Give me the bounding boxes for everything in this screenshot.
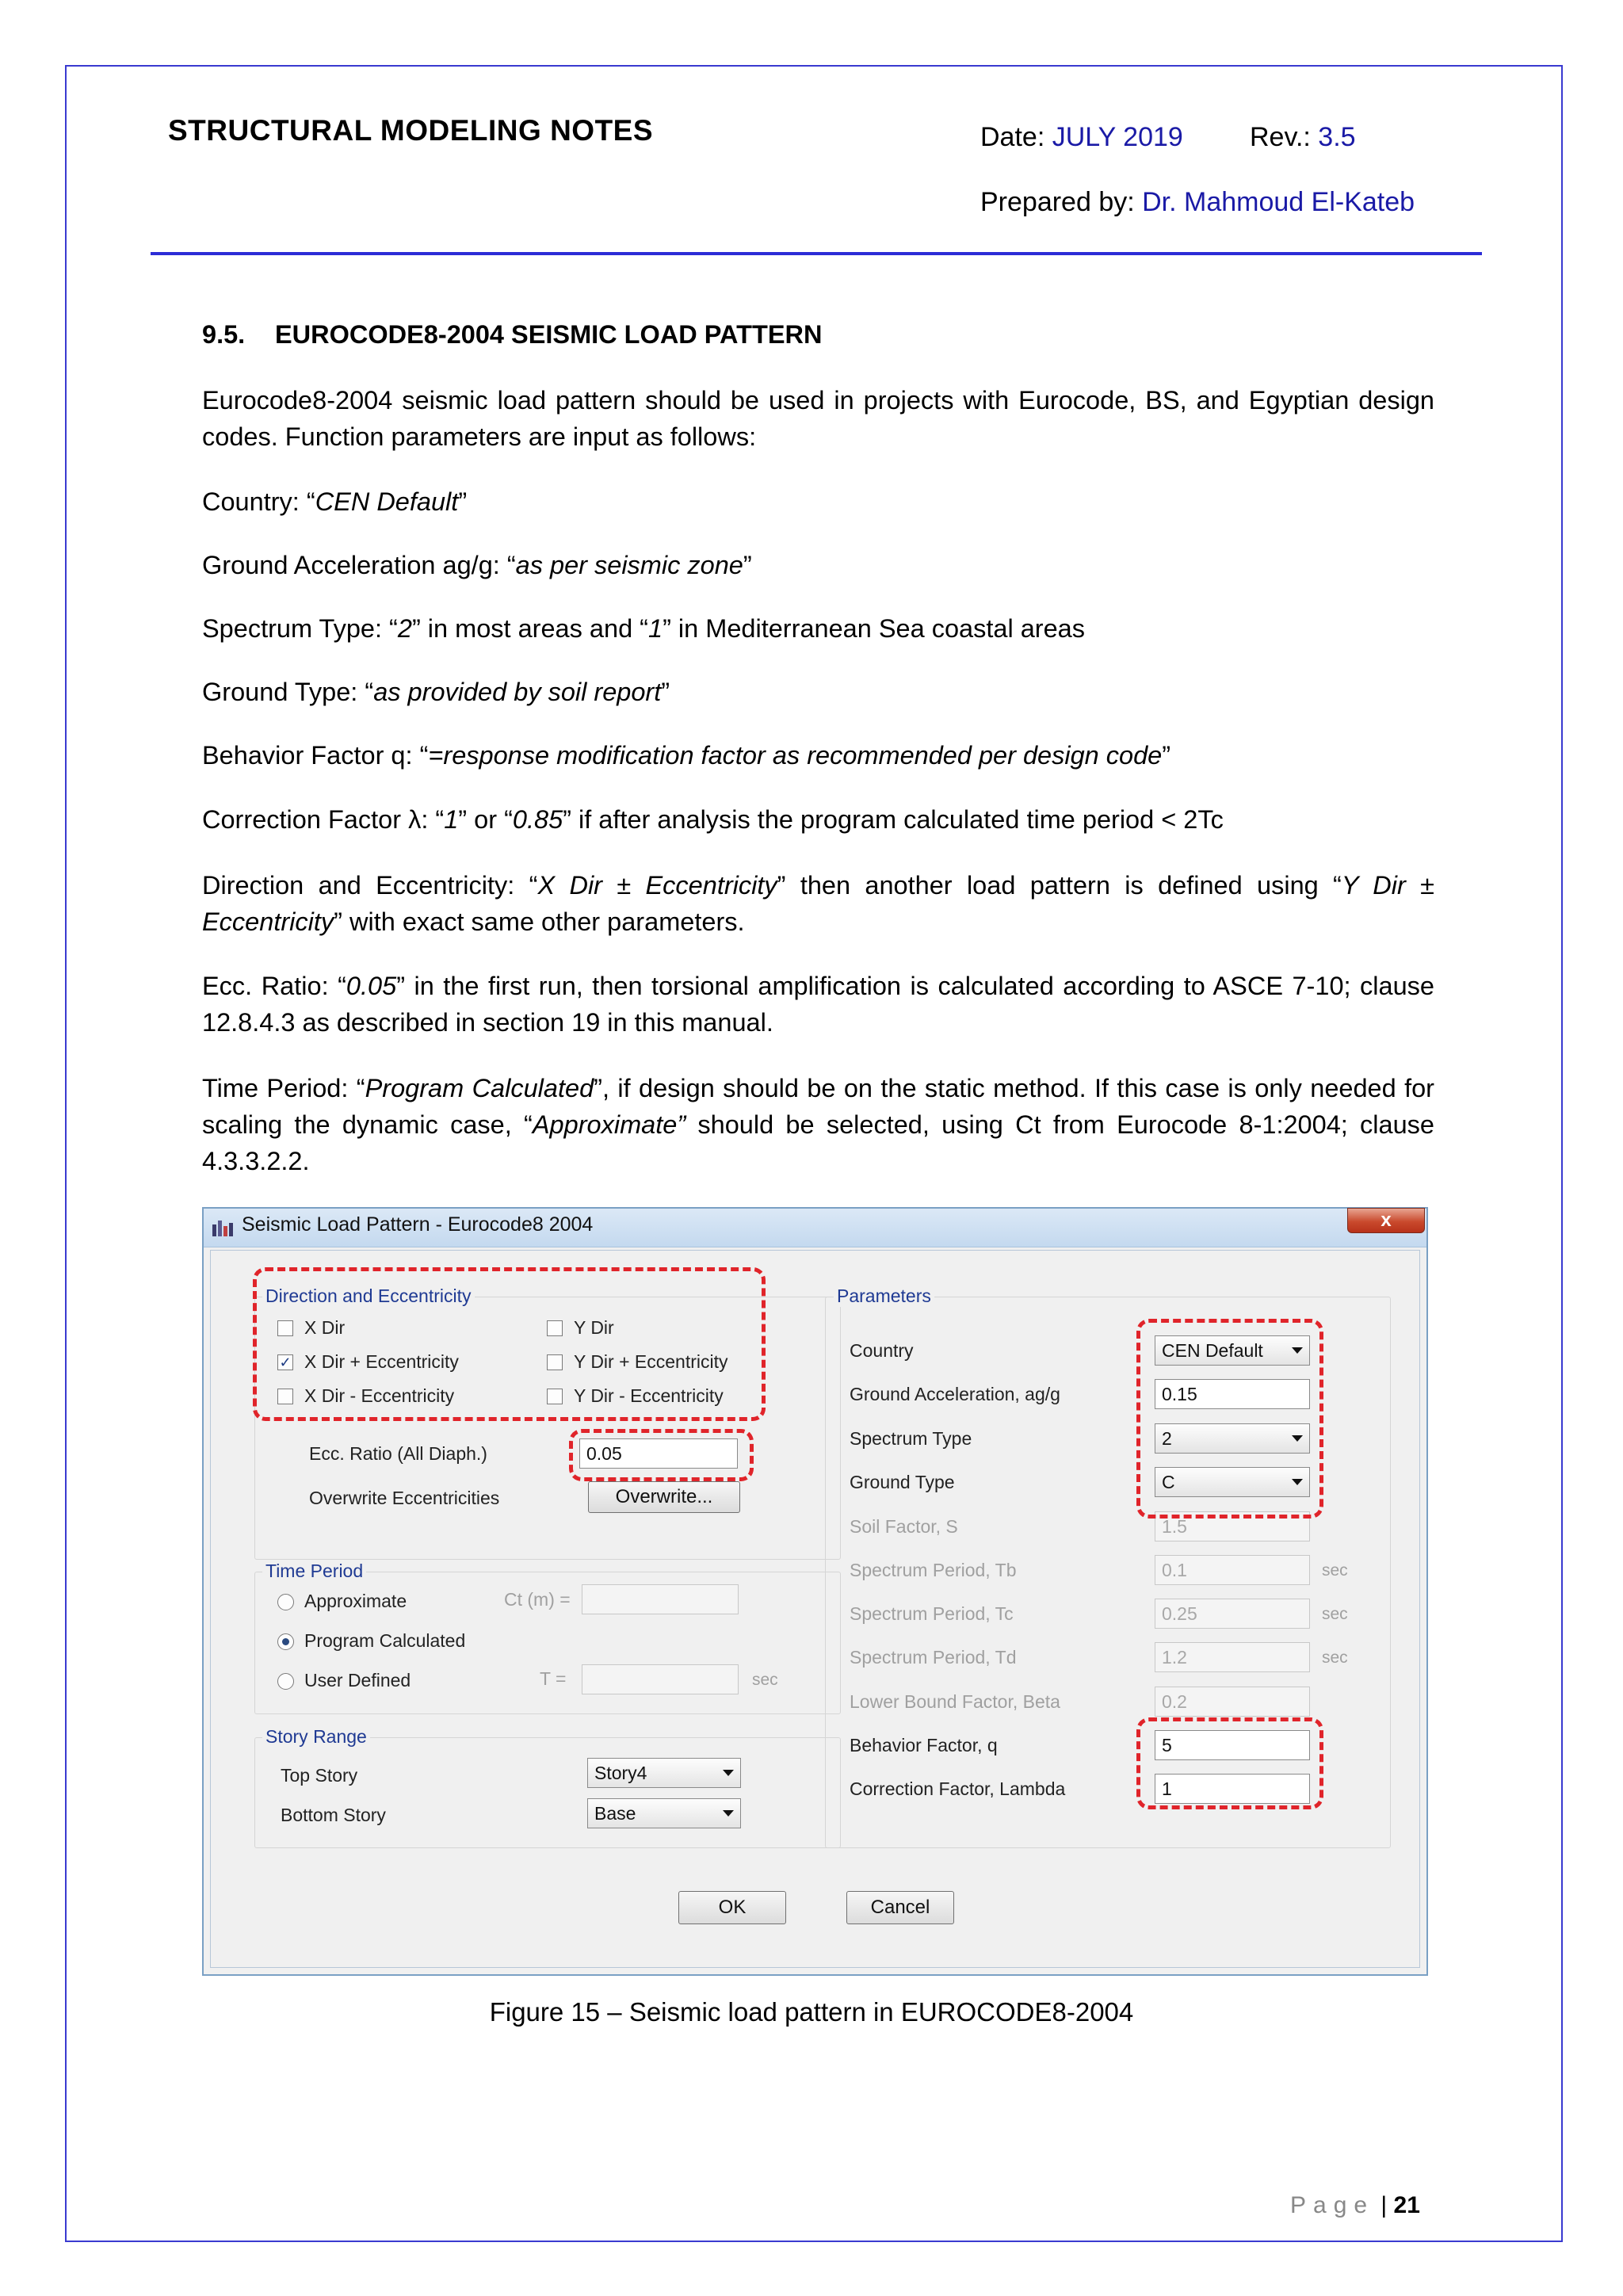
cancel-button[interactable]: Cancel — [846, 1891, 954, 1924]
tb-label: Spectrum Period, Tb — [850, 1560, 1017, 1580]
tc-label: Spectrum Period, Tc — [850, 1603, 1014, 1624]
parameters-group-label: Parameters — [834, 1286, 934, 1307]
country-select[interactable]: CEN Default — [1155, 1335, 1310, 1366]
seismic-load-pattern-dialog — [202, 1207, 1428, 1976]
highlight-direction — [253, 1267, 766, 1421]
intro-paragraph: Eurocode8-2004 seismic load pattern should be used in projects with Eurocode, BS, and Egyptian design codes. Function parameters are input as follows: — [202, 386, 1434, 451]
dialog-body — [210, 1250, 1420, 1968]
param-ground-acceleration: Ground Acceleration ag/g: “as per seismic zone” — [202, 551, 752, 579]
close-button[interactable]: x — [1347, 1208, 1425, 1233]
header-date: Date: JULY 2019 — [980, 122, 1183, 152]
behavior-factor-label: Behavior Factor, q — [850, 1735, 998, 1755]
time-period-group-label: Time Period — [262, 1561, 366, 1582]
beta-label: Lower Bound Factor, Beta — [850, 1691, 1060, 1712]
ct-input[interactable] — [582, 1584, 739, 1614]
header-rule — [151, 252, 1482, 255]
x-dir-minus-ecc-label: X Dir - Eccentricity — [304, 1385, 455, 1406]
highlight-behavior-correction — [1136, 1717, 1323, 1809]
t-label: T = — [540, 1668, 567, 1689]
ground-acceleration-label: Ground Acceleration, ag/g — [850, 1384, 1060, 1404]
td-input[interactable]: 1.2 — [1155, 1642, 1310, 1672]
story-range-group — [254, 1737, 841, 1848]
chevron-down-icon — [723, 1770, 734, 1776]
overwrite-button[interactable]: Overwrite... — [588, 1481, 740, 1513]
t-input[interactable] — [582, 1664, 739, 1694]
x-dir-plus-ecc-label: X Dir + Eccentricity — [304, 1351, 459, 1372]
highlight-ecc-ratio — [569, 1429, 754, 1481]
country-label: Country — [850, 1340, 914, 1361]
story-range-group-label: Story Range — [262, 1726, 370, 1748]
x-dir-plus-ecc-checkbox[interactable]: ✓ — [277, 1354, 293, 1370]
direction-group-label: Direction and Eccentricity — [262, 1286, 475, 1307]
x-dir-label: X Dir — [304, 1317, 346, 1338]
program-calculated-radio[interactable] — [277, 1633, 294, 1650]
y-dir-plus-ecc-label: Y Dir + Eccentricity — [574, 1351, 728, 1372]
y-dir-minus-ecc-label: Y Dir - Eccentricity — [574, 1385, 724, 1406]
document-title: STRUCTURAL MODELING NOTES — [168, 114, 654, 147]
chevron-down-icon — [723, 1810, 734, 1817]
param-behavior-factor: Behavior Factor q: “=response modification factor as recommended per design code” — [202, 741, 1171, 770]
program-calculated-label: Program Calculated — [304, 1630, 466, 1651]
ground-type-label: Ground Type — [850, 1472, 955, 1492]
soil-factor-input[interactable]: 1.5 — [1155, 1511, 1310, 1541]
td-unit-label: sec — [1322, 1648, 1348, 1667]
param-spectrum-type: Spectrum Type: “2” in most areas and “1” in Mediterranean Sea coastal areas — [202, 614, 1086, 643]
tc-unit-label: sec — [1322, 1605, 1348, 1623]
bottom-story-label: Bottom Story — [281, 1805, 386, 1825]
overwrite-eccentricities-label: Overwrite Eccentricities — [309, 1488, 500, 1508]
tc-input[interactable]: 0.25 — [1155, 1599, 1310, 1629]
app-icon — [212, 1218, 234, 1237]
td-label: Spectrum Period, Td — [850, 1647, 1017, 1668]
page-footer: Page | 21 — [1290, 2192, 1420, 2218]
ground-acceleration-input[interactable]: 0.15 — [1155, 1379, 1310, 1409]
dialog-title: Seismic Load Pattern - Eurocode8 2004 — [242, 1213, 594, 1236]
top-story-label: Top Story — [281, 1765, 358, 1786]
beta-input[interactable]: 0.2 — [1155, 1687, 1310, 1717]
spectrum-type-label: Spectrum Type — [850, 1428, 972, 1449]
user-defined-radio[interactable] — [277, 1673, 294, 1690]
top-story-select[interactable]: Story4 — [587, 1758, 741, 1788]
ecc-ratio-input[interactable]: 0.05 — [579, 1438, 738, 1469]
approximate-label: Approximate — [304, 1591, 407, 1611]
dialog-title-bar — [204, 1209, 1426, 1247]
behavior-factor-input[interactable]: 5 — [1155, 1730, 1310, 1760]
param-correction-factor: Correction Factor λ: “1” or “0.85” if after analysis the program calculated time period < 2Tc — [202, 805, 1224, 834]
tb-input[interactable]: 0.1 — [1155, 1555, 1310, 1585]
figure-caption: Figure 15 – Seismic load pattern in EUROCODE8-2004 — [489, 1997, 1134, 2027]
param-time-period: Time Period: “Program Calculated”, if design should be on the static method. If this case is only needed for scaling the dynamic case, “Approximate” should be selected, using Ct from Eurocode 8-1:2004; clause 4.3.3.2.2. — [202, 1074, 1435, 1175]
param-country: Country: “CEN Default” — [202, 487, 468, 516]
tb-unit-label: sec — [1322, 1561, 1348, 1580]
bottom-story-select[interactable]: Base — [587, 1798, 741, 1828]
t-unit-label: sec — [752, 1671, 778, 1689]
ecc-ratio-label: Ecc. Ratio (All Diaph.) — [309, 1443, 487, 1464]
param-ecc-ratio: Ecc. Ratio: “0.05” in the first run, then torsional amplification is calculated according to ASCE 7-10; clause 12.8.4.3 as described in section 19 in this manual. — [202, 972, 1434, 1037]
ct-label: Ct (m) = — [504, 1589, 571, 1610]
correction-factor-input[interactable]: 1 — [1155, 1774, 1310, 1804]
soil-factor-label: Soil Factor, S — [850, 1516, 958, 1537]
param-ground-type: Ground Type: “as provided by soil report” — [202, 678, 670, 706]
ok-button[interactable]: OK — [678, 1891, 786, 1924]
correction-factor-label: Correction Factor, Lambda — [850, 1778, 1066, 1799]
user-defined-label: User Defined — [304, 1670, 411, 1690]
param-direction: Direction and Eccentricity: “X Dir ± Eccentricity” then another load pattern is defined using “Y Dir ± Eccentricity” with exact same other parameters. — [202, 871, 1434, 936]
header-revision: Rev.: 3.5 — [1250, 122, 1356, 152]
section-heading: 9.5. EUROCODE8-2004 SEISMIC LOAD PATTERN — [202, 320, 823, 349]
ground-type-select[interactable]: C — [1155, 1467, 1310, 1497]
highlight-parameters — [1136, 1319, 1323, 1519]
approximate-radio[interactable] — [277, 1594, 294, 1610]
y-dir-label: Y Dir — [574, 1317, 614, 1338]
header-prepared-by: Prepared by: Dr. Mahmoud El-Kateb — [980, 187, 1415, 217]
spectrum-type-select[interactable]: 2 — [1155, 1423, 1310, 1454]
